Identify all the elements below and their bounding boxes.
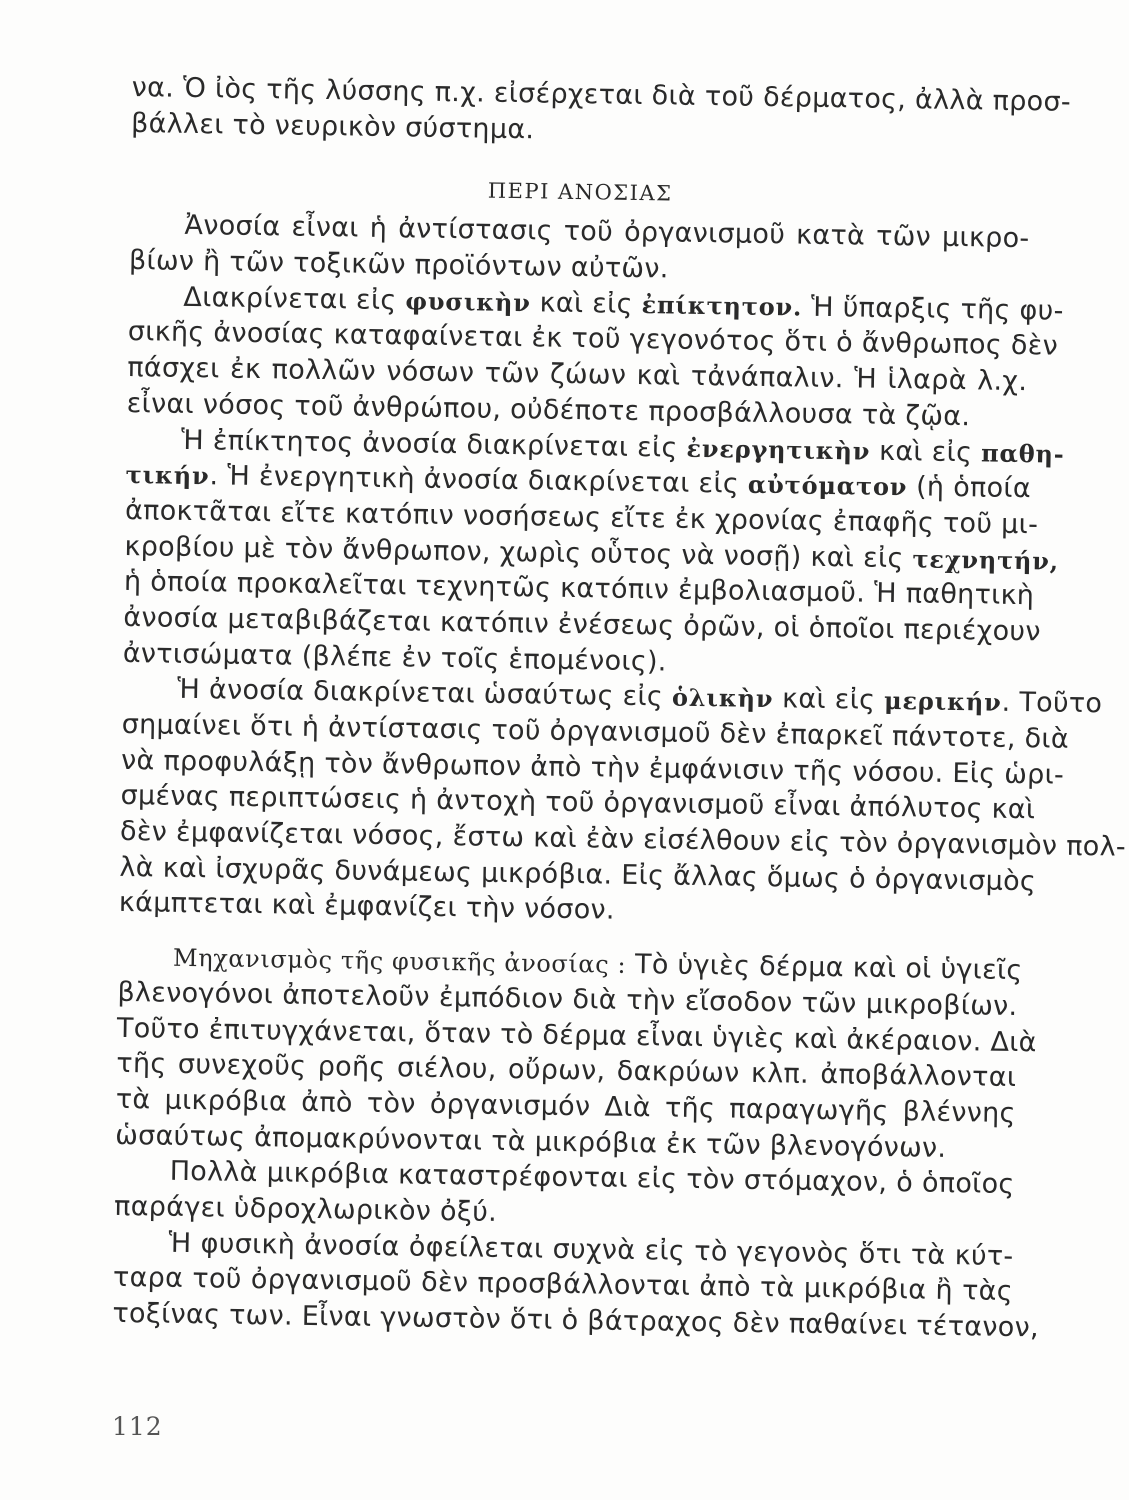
text-line: βάλλει τὸ νευρικὸν σύστημα.	[130, 107, 535, 146]
text-line: τοξίνας των. Εἶναι γνωστὸν ὅτι ὁ βάτραχος δὲν παθαίνει τέτανον,	[112, 1297, 1040, 1344]
text-line: σμένας περιπτώσεις ἡ ἀντοχὴ τοῦ ὀργανισμοῦ εἶναι ἀπόλυτος καὶ	[120, 780, 1036, 826]
text-line: βλενογόνοι ἀποτελοῦν ἐμπόδιον διὰ τὴν εἴσοδον τῶν μικροβίων.	[117, 976, 1018, 1022]
text-line: κάμπτεται καὶ ἐμφανίζει τὴν νόσον.	[118, 887, 616, 927]
text-span: (ἡ ὁποία	[906, 471, 1032, 505]
text-span: Τὸ ὑγιὲς δέρμα καὶ οἱ ὑγιεῖς	[625, 948, 1023, 987]
text-line: ἀνοσία μεταβιβάζεται κατόπιν ἐνέσεως ὀρῶν, οἱ ὁποῖοι περιέχουν	[123, 601, 1041, 648]
text-line: ταρα τοῦ ὀργανισμοῦ δὲν προσβάλλονται ἀπὸ τὰ μικρόβια ἢ τὰς	[112, 1262, 1014, 1308]
text-span: Ἡ ὕπαρξις τῆς φυ-	[801, 291, 1064, 327]
text-line: εἶναι νόσος τοῦ ἀνθρώπου, οὐδέποτε προσβάλλουσα τὰ ζῷα.	[126, 387, 971, 433]
bold-term-automatic: αὐτόματον	[747, 469, 908, 502]
text-line: Πολλὰ μικρόβια καταστρέφονται εἰς τὸν στόμαχον, ὁ ὁποῖος	[169, 1155, 1015, 1201]
text-line: βίων ἢ τῶν τοξικῶν προϊόντων αὐτῶν.	[128, 245, 669, 285]
text-line: ὡσαύτως ἀπομακρύνονται τὰ μικρόβια ἐκ τῶν βλενογόνων.	[115, 1119, 947, 1164]
text-line: τῆς συνεχοῦς ροῆς σιέλου, οὔρων, δακρύων κλπ. ἀποβάλλονται	[116, 1048, 1017, 1094]
page-text-block	[112, 70, 1127, 1346]
text-line: ἀποκτᾶται εἴτε κατόπιν νοσήσεως εἴτε ἐκ χρονίας ἐπαφῆς τοῦ μι-	[124, 494, 1039, 541]
page-number: 112	[112, 1412, 163, 1441]
subsection-title: Μηχανισμὸς τῆς φυσικῆς ἀνοσίας :	[172, 943, 627, 979]
text-line: να. Ὁ ἰὸς τῆς λύσσης π.χ. εἰσέρχεται διὰ τοῦ δέρματος, ἀλλὰ προσ-	[131, 71, 1072, 118]
bold-term-passive-cont: τικήν	[125, 460, 210, 491]
text-line: σημαίνει ὅτι ἡ ἀντίστασις τοῦ ὀργανισμοῦ δὲν ἐπαρκεῖ πάντοτε, διὰ	[121, 708, 1070, 755]
text-line: λὰ καὶ ἰσχυρᾶς δυνάμεως μικρόβια. Εἰς ἄλλας ὅμως ὁ ὀργανισμὸς	[119, 851, 1037, 898]
text-line: Ἀνοσία εἶναι ἡ ἀντίστασις τοῦ ὀργανισμοῦ κατὰ τῶν μικρο-	[184, 210, 1030, 255]
text-span: . Ἡ ἐνεργητικὴ ἀνοσία διακρίνεται εἰς	[209, 460, 749, 500]
text-line: νὰ προφυλάξῃ τὸν ἄνθρωπον ἀπὸ τὴν ἐμφάνισιν τῆς νόσου. Εἰς ὡρι-	[120, 744, 1065, 791]
bold-term-artificial: τεχνητήν,	[912, 543, 1060, 576]
text-line: τὰ μικρόβια ἀπὸ τὸν ὀργανισμόν Διὰ τῆς παραγωγῆς βλέννης	[115, 1083, 1016, 1129]
bold-term-active: ἐνεργητικὴν	[686, 433, 871, 466]
text-line: πάσχει ἐκ πολλῶν νόσων τῶν ζώων καὶ τἀνάπαλιν. Ἡ ἱλαρὰ λ.χ.	[127, 352, 1028, 398]
text-line: ἀντισώματα (βλέπε ἐν τοῖς ἑπομένοις).	[122, 637, 667, 678]
text-span: καὶ εἰς	[870, 435, 982, 468]
text-span: καὶ εἰς	[530, 287, 642, 320]
text-span: καὶ εἰς	[773, 683, 885, 717]
bold-term-acquired: ἐπίκτητον.	[641, 289, 803, 322]
text-line: Τοῦτο ἐπιτυγχάνεται, ὅταν τὸ δέρμα εἶναι ὑγιὲς καὶ ἀκέραιον. Διὰ	[116, 1012, 1038, 1058]
text-span: . Τοῦτο	[1001, 687, 1103, 720]
text-span: Ἡ ἐπίκτητος ἀνοσία διακρίνεται εἰς	[180, 424, 687, 464]
bold-term-total: ὁλικὴν	[671, 682, 774, 714]
text-span: κροβίου μὲ τὸν ἄνθρωπον, χωρὶς οὗτος νὰ νοσῇ) καὶ εἰς	[124, 530, 913, 574]
bold-term-passive: παθη-	[980, 437, 1065, 469]
text-span: Ἡ ἀνοσία διακρίνεται ὡσαύτως εἰς	[177, 674, 673, 713]
text-line: παράγει ὑδροχλωρικὸν ὀξύ.	[113, 1190, 498, 1228]
text-line: Ἡ φυσικὴ ἀνοσία ὀφείλεται συχνὰ εἰς τὸ γεγονὸς ὅτι τὰ κύτ-	[168, 1227, 1014, 1272]
text-span: Διακρίνεται εἰς	[183, 281, 406, 317]
text-line: σικῆς ἀνοσίας καταφαίνεται ἐκ τοῦ γεγονότος ὅτι ὁ ἄνθρωπος δὲν	[127, 316, 1059, 363]
section-heading: ΠΕΡΙ ΑΝΟΣΙΑΣ	[487, 178, 673, 206]
text-line: δὲν ἐμφανίζεται νόσος, ἔστω καὶ ἐὰν εἰσέλθουν εἰς τὸν ὀργανισμὸν πολ-	[119, 815, 1127, 863]
bold-term-natural: φυσικὴν	[405, 286, 531, 318]
bold-term-partial: μερικήν	[883, 686, 1002, 718]
text-line: ἡ ὁποία προκαλεῖται τεχνητῶς κατόπιν ἐμβολιασμοῦ. Ἡ παθητικὴ	[123, 566, 1035, 612]
